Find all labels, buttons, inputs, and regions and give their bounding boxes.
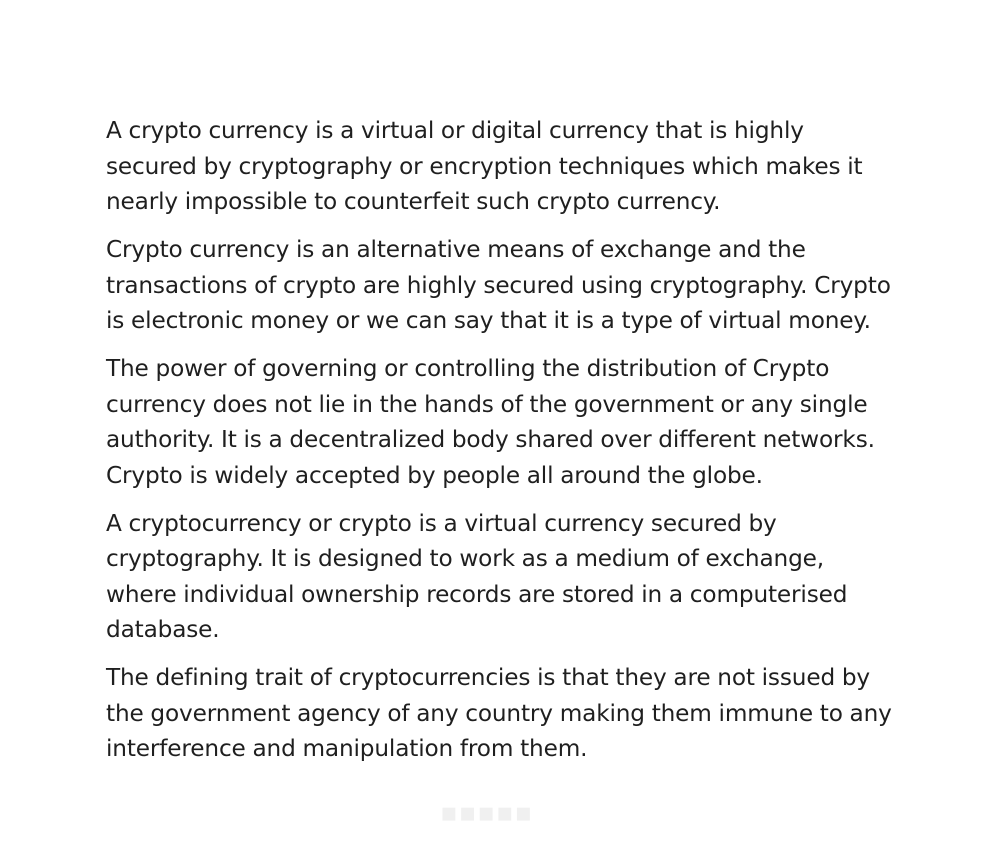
- paragraph-2: Crypto currency is an alternative means of exchange and the transactions of crypto are highly secured using cryptography. Crypto is electronic money or we can say that it is a type of virtual money.: [106, 236, 891, 334]
- paragraph-4: A cryptocurrency or crypto is a virtual currency secured by cryptography. It is designed to work as a medium of exchange, where individual ownership records are stored in a computerised database.: [106, 509, 848, 643]
- document-body: [106, 113, 896, 779]
- watermark: ▪▪▪▪▪: [440, 798, 534, 828]
- paragraph-3: The power of governing or controlling the distribution of Crypto currency does not lie in the hands of the government or any single authority. It is a decentralized body shared over different networks. Crypto is widely accepted by people all around the globe.: [106, 355, 875, 489]
- paragraph-5: The defining trait of cryptocurrencies is that they are not issued by the government agency of any country making them immune to any interference and manipulation from them.: [106, 664, 892, 762]
- paragraph-1: A crypto currency is a virtual or digital currency that is highly secured by cryptography or encryption techniques which makes it nearly impossible to counterfeit such crypto currency.: [106, 117, 863, 215]
